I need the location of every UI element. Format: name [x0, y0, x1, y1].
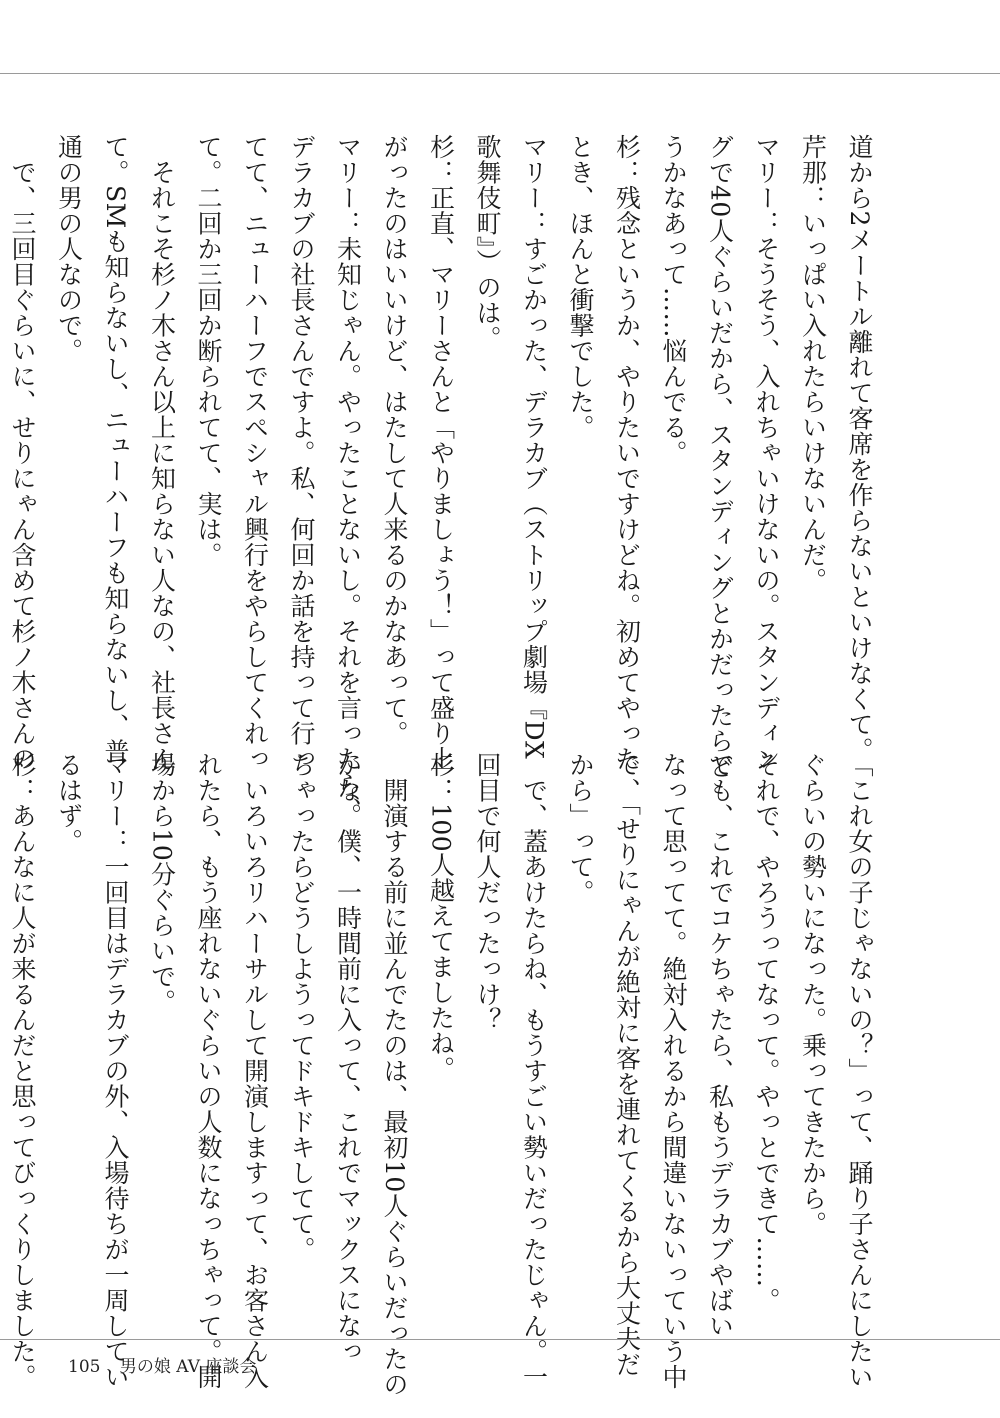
- text-line: 歌舞伎町』）のは。: [473, 134, 502, 351]
- text-line: いろいろリハーサルして開演しますって、お客さん入: [240, 752, 270, 1390]
- text-line: れたら、もう座れないぐらいの人数になっちゃって。開: [194, 752, 223, 1390]
- text-line: それこそ杉ノ木さん以上に知らない人なの、社長さん: [147, 134, 177, 772]
- text-line: 回目で何人だったっけ？: [473, 752, 502, 1033]
- text-line: 通の男の人なので。: [54, 134, 84, 364]
- text-line: て。SMも知らないし、ニューハーフも知らないし、普: [101, 134, 130, 765]
- text-line: うかなあって……悩んでる。: [659, 134, 688, 466]
- text-line: なって思ってて。絶対入れるから間違いないっていう中: [659, 752, 688, 1390]
- text-line: で、三回目ぐらいに、せりにゃん含めて杉ノ木さんの: [8, 134, 37, 772]
- text-line: 杉：あんなに人が来るんだと思ってびっくりしました。: [8, 752, 37, 1390]
- text-line: マリー：そうそう、入れちゃいけないの。スタンディン: [752, 134, 781, 772]
- text-line: 杉：正直、マリーさんと「やりましょう！」って盛り上: [426, 134, 456, 772]
- text-line: がったのはいいけど、はたして人来るのかなあって。: [380, 134, 409, 746]
- text-line: マリー：未知じゃん。やったことないし。それを言ったら、: [333, 134, 363, 823]
- text-line: 杉：100人越えてましたね。: [426, 752, 456, 1082]
- text-line: ぐらいの勢いになった。乗ってきたから。: [798, 752, 828, 1237]
- text-line: それで、やろうってなって。やっとできて……。: [752, 752, 781, 1313]
- text-line: から」って。: [566, 752, 595, 905]
- text-line: 杉：残念というか、やりたいですけどね。初めてやった: [612, 134, 642, 772]
- text-line: グで40人ぐらいだから、スタンディングとかだったらど: [705, 134, 735, 779]
- text-line: マリー：一回目はデラカブの外、入場待ちが一周してい: [101, 752, 130, 1390]
- text-line: で、「せりにゃんが絶対に客を連れてくるから大丈夫だ: [612, 752, 642, 1377]
- text-line: 「これ女の子じゃないの？」って、踊り子さんにしたい: [845, 752, 874, 1390]
- text-line: でも、これでコケちゃたら、私もうデラカブやばい: [705, 752, 735, 1339]
- top-rule: [0, 73, 1000, 74]
- text-line: マリー：すごかった、デラカブ（ストリップ劇場『DX: [519, 134, 549, 760]
- page-number: 105: [68, 1357, 101, 1377]
- text-line: で、蓋あけたらね、もうすごい勢いだったじゃん。一: [519, 752, 549, 1390]
- text-line: るはず。: [54, 752, 84, 854]
- bottom-rule: [0, 1339, 1000, 1340]
- text-line: ちゃったらどうしようってドキドキしてて。: [287, 752, 316, 1262]
- text-line: 場から10分ぐらいで。: [147, 752, 177, 1015]
- text-line: 開演する前に並んでたのは、最初10人ぐらいだったの: [380, 752, 409, 1397]
- text-line: かな。僕、一時間前に入って、これでマックスになっ: [333, 752, 363, 1364]
- text-line: 道から2メートル離れて客席を作らないといけなくて。: [845, 134, 874, 763]
- running-title: 男の娘 AV 座談会: [119, 1357, 257, 1377]
- text-line: デラカブの社長さんですよ。私、何回か話を持って行っ: [287, 134, 316, 772]
- page-footer: [68, 1352, 256, 1377]
- text-line: 芹那：いっぱい入れたらいけないんだ。: [798, 134, 828, 593]
- text-line: てて、ニューハーフでスペシャル興行をやらしてくれっ: [240, 134, 270, 772]
- text-line: て。二回か三回か断られてて、実は。: [194, 134, 223, 568]
- text-line: とき、ほんと衝撃でした。: [566, 134, 595, 440]
